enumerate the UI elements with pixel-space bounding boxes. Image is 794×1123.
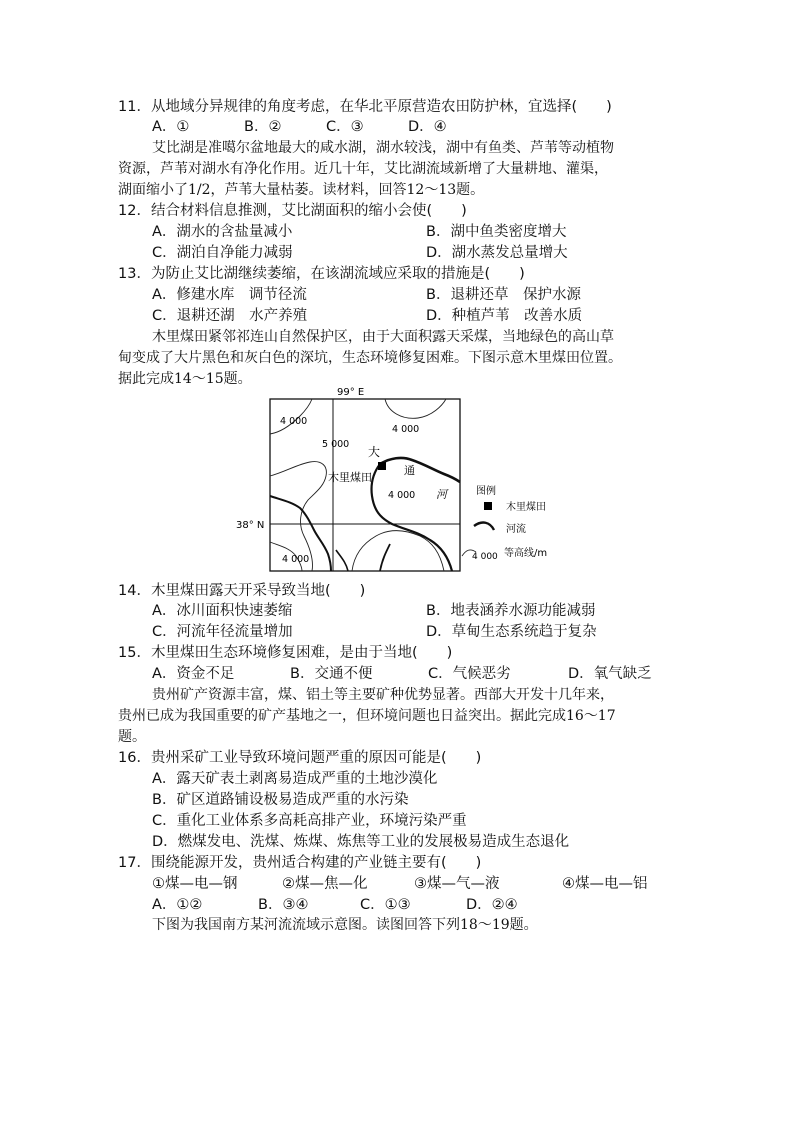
river-char-tong: 通 — [404, 464, 415, 477]
contour-label-4000-ne: 4 000 — [392, 424, 420, 435]
q17-option-a[interactable]: A．①② — [152, 897, 203, 913]
q12-option-d[interactable]: D．湖水蒸发总量增大 — [426, 245, 568, 261]
q17-stem: 17．围绕能源开发，贵州适合构建的产业链主要有( ) — [118, 855, 482, 871]
material-guizhou-line-1: 贵州矿产资源丰富，煤、铝土等主要矿种优势显著。西部大开发十几年来， — [152, 687, 614, 703]
q14-option-c[interactable]: C．河流年径流量增加 — [152, 624, 293, 640]
river-char-da: 大 — [368, 445, 381, 459]
q12-stem: 12．结合材料信息推测，艾比湖面积的缩小会使( ) — [118, 203, 467, 219]
material-muli-line-1: 木里煤田紧邻祁连山自然保护区，由于大面积露天采煤，当地绿色的高山草 — [152, 329, 614, 345]
q17-chain-2: ②煤—焦—化 — [282, 876, 368, 892]
q14-option-a[interactable]: A．冰川面积快速萎缩 — [152, 603, 293, 619]
q14-option-d[interactable]: D．草甸生态系统趋于复杂 — [426, 624, 597, 640]
q17-option-c[interactable]: C．①③ — [360, 897, 411, 913]
legend-river-icon — [474, 523, 494, 530]
q16-option-a[interactable]: A．露天矿表土剥离易造成严重的土地沙漠化 — [152, 771, 438, 787]
river-char-he: 河 — [436, 488, 447, 501]
q13-option-c[interactable]: C．退耕还湖 水产养殖 — [152, 308, 308, 324]
contour-label-5000: 5 000 — [322, 439, 350, 450]
material-muli-line-2: 甸变成了大片黑色和灰白色的深坑，生态环境修复困难。下图示意木里煤田位置。 — [118, 350, 622, 366]
material-ebinur-line-2: 资源，芦苇对湖水有净化作用。近几十年，艾比湖流域新增了大量耕地、灌渠， — [118, 161, 608, 177]
contour-label-4000-nw: 4 000 — [280, 416, 308, 427]
q16-option-d[interactable]: D．燃煤发电、洗煤、炼煤、炼焦等工业的发展极易造成生态退化 — [152, 834, 570, 850]
q17-option-d[interactable]: D．②④ — [466, 897, 518, 913]
coalfield-label: 木里煤田 — [328, 471, 372, 484]
material-ebinur-line-1: 艾比湖是准噶尔盆地最大的咸水湖，湖水较浅，湖中有鱼类、芦苇等动植物 — [152, 140, 614, 156]
q15-option-b[interactable]: B．交通不便 — [290, 666, 373, 682]
q11-stem: 11．从地域分异规律的角度考虑，在华北平原营造农田防护林，宜选择( ) — [118, 99, 612, 115]
legend-title: 图例 — [476, 486, 496, 497]
q13-option-b[interactable]: B．退耕还草 保护水源 — [426, 287, 581, 303]
q17-chain-3: ③煤—气—液 — [414, 876, 500, 892]
q17-option-b[interactable]: B．③④ — [258, 897, 309, 913]
contour-label-4000-sw: 4 000 — [282, 554, 310, 565]
q14-stem: 14．木里煤田露天开采导致当地( ) — [118, 583, 366, 599]
q11-option-b[interactable]: B．② — [244, 119, 282, 135]
q13-stem: 13．为防止艾比湖继续萎缩，在该湖流域应采取的措施是( ) — [118, 266, 525, 282]
material-ebinur-line-3: 湖面缩小了1/2，芦苇大量枯萎。读材料，回答12～13题。 — [118, 182, 485, 198]
contour-label-4000-center: 4 000 — [388, 490, 416, 501]
material-muli-line-3: 据此完成14～15题。 — [118, 371, 252, 387]
q11-option-c[interactable]: C．③ — [326, 119, 364, 135]
q17-chain-1: ①煤—电—钢 — [152, 876, 238, 892]
q14-option-b[interactable]: B．地表涵养水源功能减弱 — [426, 603, 596, 619]
q13-option-d[interactable]: D．种植芦苇 改善水质 — [426, 308, 583, 324]
q15-option-c[interactable]: C．气候恶劣 — [428, 666, 511, 682]
material-guizhou-line-3: 题。 — [118, 729, 146, 745]
q15-option-d[interactable]: D．氧气缺乏 — [568, 666, 652, 682]
lon-label: 99° E — [337, 387, 365, 398]
lat-label: 38° N — [236, 520, 265, 531]
q16-stem: 16．贵州采矿工业导致环境问题严重的原因可能是( ) — [118, 750, 482, 766]
legend-coalfield-icon — [484, 502, 492, 510]
q16-option-c[interactable]: C．重化工业体系多高耗高排产业，环境污染严重 — [152, 813, 467, 829]
q12-option-c[interactable]: C．湖泊自净能力减弱 — [152, 245, 293, 261]
muli-coalfield-map — [230, 384, 610, 580]
q15-option-a[interactable]: A．资金不足 — [152, 666, 235, 682]
material-next-intro: 下图为我国南方某河流流域示意图。读图回答下列18～19题。 — [152, 917, 538, 933]
q13-option-a[interactable]: A．修建水库 调节径流 — [152, 287, 307, 303]
q17-chain-4: ④煤—电—铝 — [562, 876, 648, 892]
q12-option-a[interactable]: A．湖水的含盐量减小 — [152, 224, 293, 240]
legend-river-label: 河流 — [506, 524, 526, 535]
legend-coalfield-label: 木里煤田 — [506, 502, 546, 513]
coalfield-marker — [378, 462, 386, 470]
legend-contour-value: 4 000 — [472, 552, 498, 562]
q12-option-b[interactable]: B．湖中鱼类密度增大 — [426, 224, 567, 240]
legend-contour-label: 等高线/m — [504, 548, 548, 559]
q15-stem: 15．木里煤田生态环境修复困难，是由于当地( ) — [118, 645, 453, 661]
q16-option-b[interactable]: B．矿区道路铺设极易造成严重的水污染 — [152, 792, 409, 808]
material-guizhou-line-2: 贵州已成为我国重要的矿产基地之一，但环境问题也日益突出。据此完成16～17 — [118, 708, 616, 724]
q11-option-a[interactable]: A．① — [152, 119, 190, 135]
q11-option-d[interactable]: D．④ — [408, 119, 447, 135]
